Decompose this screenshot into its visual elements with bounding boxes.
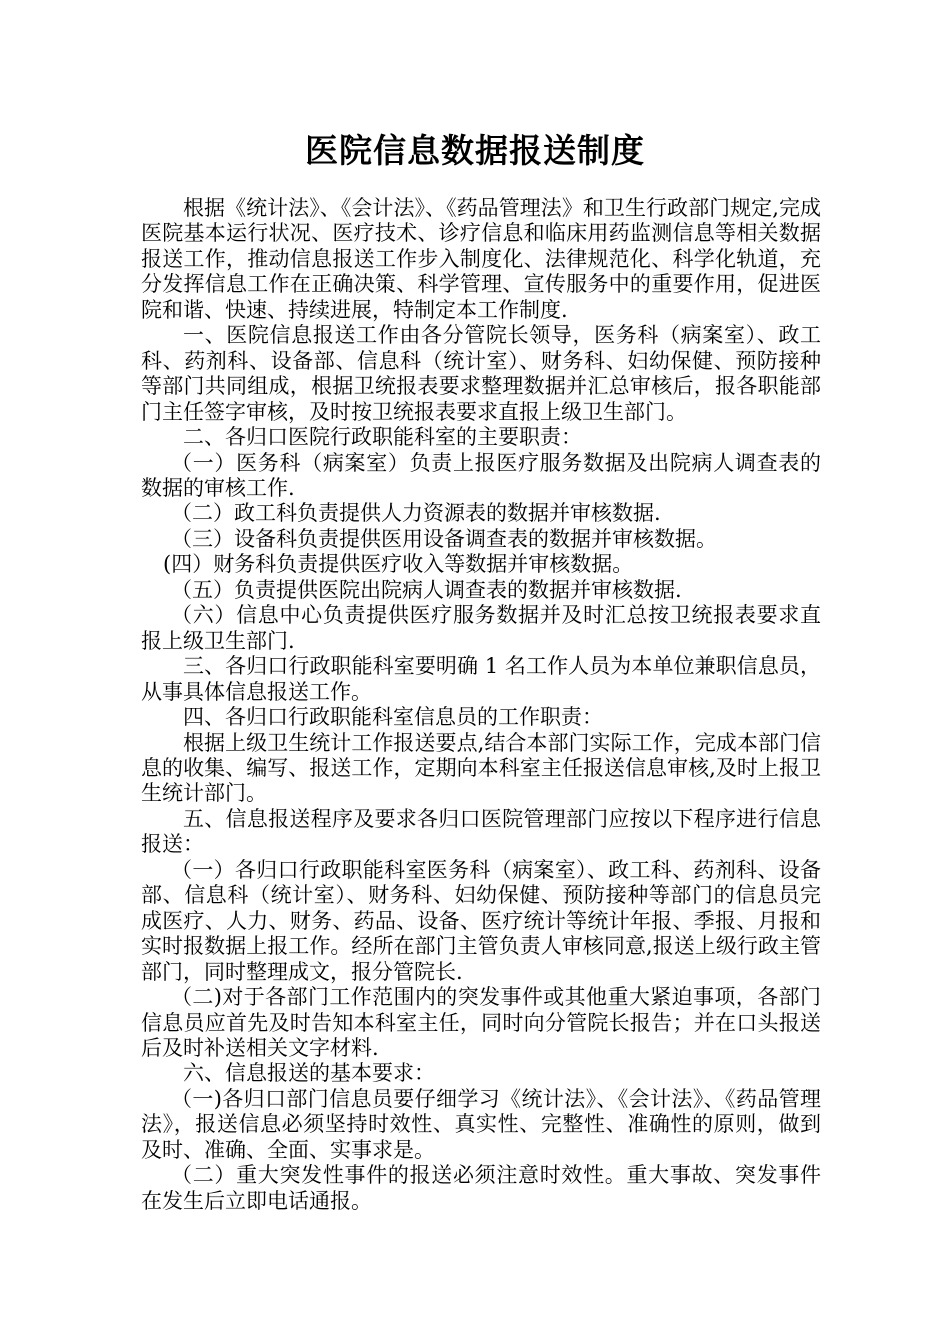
section-2-item-6: （六）信息中心负责提供医疗服务数据并及时汇总按卫统报表要求直报上级卫生部门. — [141, 603, 821, 653]
section-3-paragraph: 三、各归口行政职能科室要明确 1 名工作人员为本单位兼职信息员，从事具体信息报送工作。 — [141, 654, 821, 704]
section-6-heading: 六、信息报送的基本要求： — [183, 1061, 435, 1086]
section-4-heading: 四、各归口行政职能科室信息员的工作职责： — [183, 705, 603, 730]
section-6-item-2: （二）重大突发性事件的报送必须注意时效性。重大事故、突发事件在发生后立即电话通报。 — [141, 1163, 821, 1213]
section-2-heading: 二、各归口医院行政职能科室的主要职责： — [183, 425, 582, 450]
section-2-item-2: （二）政工科负责提供人力资源表的数据并审核数据. — [171, 501, 661, 526]
section-2-item-3: （三）设备科负责提供医用设备调查表的数据并审核数据。 — [171, 526, 717, 551]
section-5-heading: 五、信息报送程序及要求各归口医院管理部门应按以下程序进行信息报送： — [141, 806, 821, 857]
section-6-item-1: （一)各归口部门信息员要仔细学习《统计法》、《会计法》、《药品管理法》，报送信息必须坚持时效性、真实性、完整性、准确性的原则，做到及时、准确、全面、实事求是。 — [141, 1086, 821, 1162]
intro-paragraph: 根据《统计法》、《会计法》、《药品管理法》和卫生行政部门规定,完成医院基本运行状况、医疗技术、诊疗信息和临床用药监测信息等相关数据报送工作，推动信息报送工作步入制度化、法律规范化、科学化轨道，充分发挥信息工作在正确决策、科学管理、宣传服务中的重要作用，促进医院和谐、快速、持续进展，特制定本工作制度. — [141, 196, 821, 322]
section-2-item-4: (四）财务科负责提供医疗收入等数据并审核数据。 — [163, 552, 634, 577]
section-2-item-1: （一）医务科（病案室）负责上报医疗服务数据及出院病人调查表的数据的审核工作. — [141, 450, 821, 500]
document-body — [141, 196, 821, 1214]
section-4-paragraph: 根据上级卫生统计工作报送要点,结合本部门实际工作，完成本部门信息的收集、编写、报送工作，定期向本科室主任报送信息审核,及时上报卫生统计部门。 — [141, 730, 821, 806]
section-5-item-1: （一）各归口行政职能科室医务科（病案室）、政工科、药剂科、设备部、信息科（统计室）、财务科、妇幼保健、预防接种等部门的信息员完成医疗、人力、财务、药品、设备、医疗统计等统计年报、季报、月报和实时报数据上报工作。经所在部门主管负责人审核同意,报送上级行政主管部门，同时整理成文，报分管院长. — [141, 857, 821, 984]
document-title: 医院信息数据报送制度 — [305, 131, 645, 170]
section-2-item-5: （五）负责提供医院出院病人调查表的数据并审核数据. — [171, 577, 682, 602]
section-1-paragraph: 一、医院信息报送工作由各分管院长领导，医务科（病案室）、政工科、药剂科、设备部、信息科（统计室）、财务科、妇幼保健、预防接种等部门共同组成，根据卫统报表要求整理数据并汇总审核后，报各职能部门主任签字审核，及时按卫统报表要求直报上级卫生部门。 — [141, 323, 821, 424]
section-5-item-2: （二)对于各部门工作范围内的突发事件或其他重大紧迫事项，各部门信息员应首先及时告知本科室主任，同时向分管院长报告；并在口头报送后及时补送相关文字材料. — [141, 985, 821, 1060]
